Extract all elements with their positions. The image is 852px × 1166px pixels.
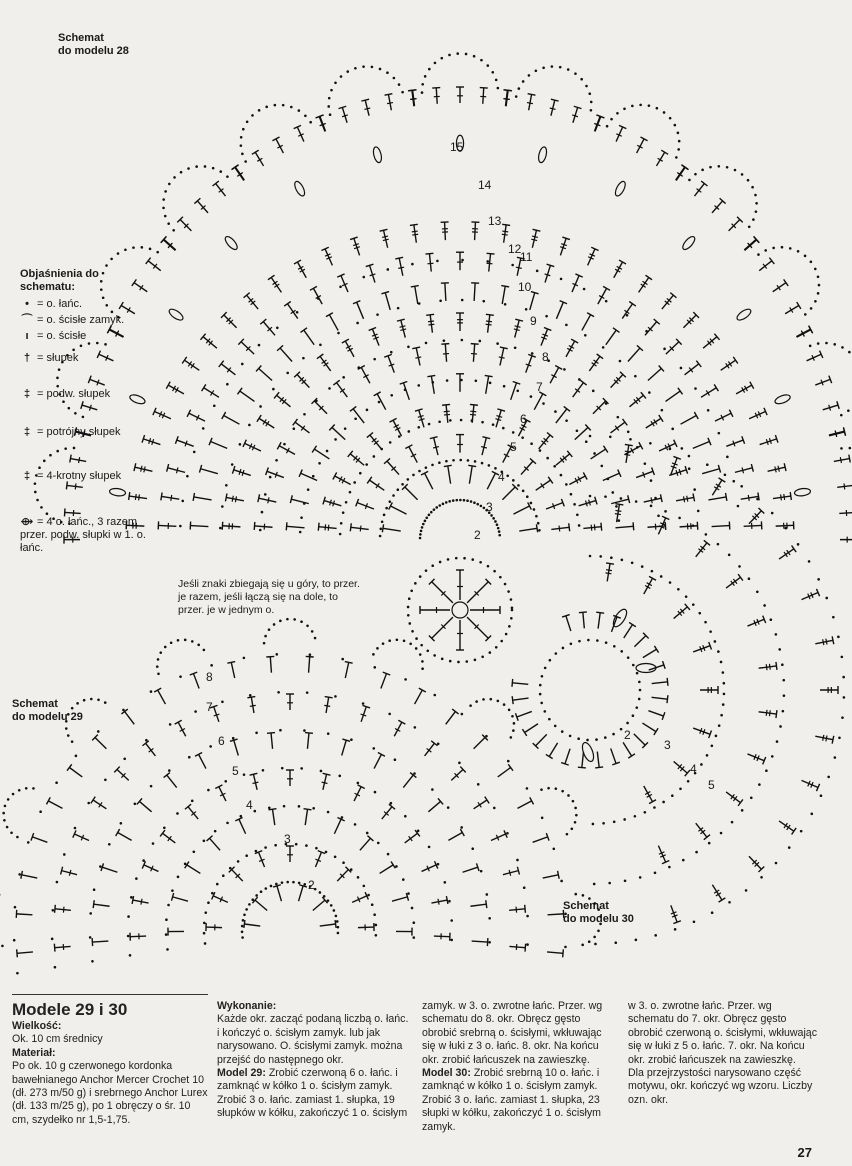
row-number: 7: [206, 700, 213, 714]
cluster-icon: ⟴: [20, 516, 34, 528]
row-number: 2: [624, 728, 631, 742]
legend-text: = potrójny słupek: [34, 426, 121, 438]
small-flower-motif: [407, 557, 514, 663]
legend-item: [20, 388, 110, 401]
row-number: 13: [488, 214, 502, 228]
arc-icon: ⌒: [21, 314, 33, 326]
label-schema-30: Schemat do modelu 30: [563, 900, 634, 925]
legend-item: [20, 314, 124, 327]
size-label: Wielkość:: [12, 1020, 62, 1032]
material-label: Materiał:: [12, 1046, 56, 1059]
model-29-label: Model 29:: [217, 1067, 266, 1080]
label-schema-29: Schemat do modelu 29: [12, 698, 83, 723]
row-number: 11: [520, 250, 533, 264]
text-column-3: [422, 1000, 616, 1134]
section-heading: Modele 29 i 30: [12, 1000, 128, 1019]
bar-icon: ı: [25, 330, 29, 342]
legend-text: = 4-krotny słupek: [34, 470, 122, 482]
row-number: 3: [664, 738, 671, 752]
row-number: 2: [308, 878, 315, 892]
size-value: Ok. 10 cm średnicy: [12, 1033, 103, 1046]
diagram-model-28: [34, 52, 852, 543]
tr-icon: ‡: [23, 388, 31, 400]
row-number: 5: [510, 440, 517, 454]
model-29-value: Zrobić czerwoną 6 o. łańc. i zamknąć w kółko 1 o. ścisłym zamyk. Zrobić 3 o. łańc. zamiast 1. słupka, 19 słupków w kółku, zakończyć 1 o. ścisłym: [217, 1067, 408, 1120]
model-30-value: Zrobić srebrną 10 o. łańc. i zamknąć w kółko 1 o. ścisłym zamyk. Zrobić 3 o. łańc. zamiast 1. słupka, 23 słupki w kółku, zakończyć 1 o. ścisłym zamyk.: [422, 1067, 601, 1133]
row-number: 2: [474, 528, 481, 542]
dtr-icon: ‡: [23, 426, 31, 438]
row-number: 9: [530, 314, 537, 328]
model-30-label: Model 30:: [422, 1067, 471, 1080]
text-column-4: [628, 1000, 818, 1107]
label-schema-28: Schemat do modelu 28: [58, 32, 129, 57]
legend-item: [20, 298, 82, 311]
model-29-continuation: zamyk. w 3. o. zwrotne łańc. Przer. wg schematu do 8. okr. Obręcz gęsto obrobić srebrną o. ścisłymi, wkłuwając się w łuki z 3 o. łańc. 8. okr. Na końcu okr. zrobić łańcuszek na zawieszkę.: [422, 1000, 603, 1066]
dot-icon: •: [25, 298, 29, 310]
legend-text: = o. łańc.: [34, 298, 83, 310]
row-number: 15: [450, 140, 464, 154]
row-number: 8: [206, 670, 213, 684]
clarity-note: Dla przejrzystości narysowano część motywu, okr. kończyć wg wzoru. Liczby ozn. okr.: [628, 1067, 813, 1106]
material-value: Po ok. 10 g czerwonego kordonka bawełnianego Anchor Mercer Crochet 10 (dł. 273 m/50 g) i srebrnego Anchor Lurex (dł. 133 m/25 g), po 1 obręczy o śr. 10 cm, szydełko nr 1,5-1,75.: [12, 1060, 208, 1126]
execution-label: Wykonanie:: [217, 1000, 277, 1012]
row-number: 4: [498, 470, 505, 484]
legend-item: [20, 426, 121, 439]
legend-item: [20, 516, 160, 555]
text-column-2: [217, 1000, 411, 1121]
row-number: 7: [536, 380, 543, 394]
row-number: 10: [518, 280, 532, 294]
row-number: 4: [246, 798, 253, 812]
row-number: 5: [232, 764, 239, 778]
model-30-continuation: w 3. o. zwrotne łańc. Przer. wg schematu do 7. okr. Obręcz gęsto obrobić czerwoną o. ścisłymi, wkłuwając się w łuki z 5 o. łańc. 7. okr. Na końcu okr. zrobić łańcuszek na zawieszkę.: [628, 1000, 817, 1066]
legend-text: = podw. słupek: [34, 388, 111, 400]
row-number: 6: [520, 412, 527, 426]
legend-item: [20, 352, 78, 365]
row-number: 3: [486, 500, 493, 514]
dc-icon: †: [23, 352, 31, 364]
page-number: 27: [797, 1145, 812, 1160]
row-number: 5: [708, 778, 715, 792]
execution-value: Każde okr. zacząć podaną liczbą o. łańc. i kończyć o. ścisłym zamyk. lub jak narysowano. O. ścisłymi zamyk. można przejść do następnego okr.: [217, 1013, 409, 1066]
row-number: 6: [218, 734, 225, 748]
row-number: 3: [284, 832, 291, 846]
diagram-model-30: [512, 435, 845, 946]
legend-text: = o. ścisłe: [34, 330, 87, 342]
text-column-1: [12, 1000, 208, 1127]
legend-text: = o. ścisłe zamyk.: [34, 314, 125, 326]
row-number: 8: [542, 350, 549, 364]
row-number: 14: [478, 178, 492, 192]
row-number: 12: [508, 242, 522, 256]
section-rule: [12, 994, 208, 995]
quad-icon: ‡: [23, 470, 31, 482]
legend-title: Objaśnienia do schematu:: [20, 268, 99, 293]
join-note: Jeśli znaki zbiegają się u góry, to przer. je razem, jeśli łączą się na dole, to przer. je w jednym o.: [178, 578, 360, 616]
legend-text: = 4 o. łańc., 3 razem przer. podw. słupki w 1. o. łańc.: [20, 516, 146, 554]
legend-item: [20, 330, 86, 343]
diagram-model-29: [0, 618, 602, 975]
legend-item: [20, 470, 121, 483]
row-number: 4: [690, 762, 697, 776]
legend-text: = słupek: [34, 352, 79, 364]
